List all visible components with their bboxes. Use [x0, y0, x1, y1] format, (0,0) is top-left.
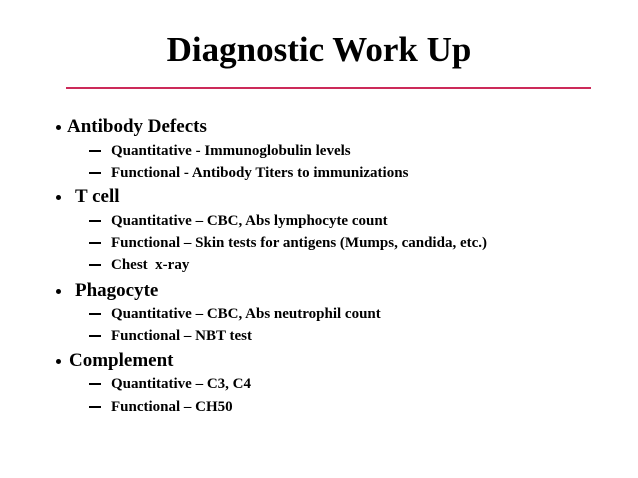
list-item	[89, 397, 233, 417]
section-antibody-defects	[56, 115, 207, 139]
list-item	[89, 326, 252, 346]
bullet-dot-icon	[56, 359, 61, 364]
list-item	[89, 233, 487, 253]
dash-icon	[89, 406, 101, 408]
section-t-cell	[56, 185, 120, 209]
section-heading: Antibody Defects	[67, 116, 207, 137]
bullet-dot-icon	[56, 289, 61, 294]
list-item	[89, 211, 388, 231]
dash-icon	[89, 313, 101, 315]
section-phagocyte	[56, 279, 158, 303]
list-item-text: Quantitative – CBC, Abs lymphocyte count	[111, 212, 388, 229]
bullet-dot-icon	[56, 125, 61, 130]
list-item	[89, 304, 381, 324]
dash-icon	[89, 242, 101, 244]
section-heading: Phagocyte	[75, 280, 159, 301]
dash-icon	[89, 150, 101, 152]
dash-icon	[89, 264, 101, 266]
list-item-text: Quantitative - Immunoglobulin levels	[111, 142, 351, 159]
dash-icon	[89, 335, 101, 337]
dash-icon	[89, 220, 101, 222]
list-item	[89, 141, 351, 161]
list-item-text: Functional - Antibody Titers to immunizations	[111, 164, 409, 181]
bullet-dot-icon	[56, 195, 61, 200]
list-item-text: Quantitative – C3, C4	[111, 375, 251, 392]
list-item	[89, 374, 251, 394]
section-heading: Complement	[69, 350, 174, 371]
section-complement	[56, 349, 173, 373]
slide-title: Diagnostic Work Up	[166, 30, 472, 69]
dash-icon	[89, 172, 101, 174]
list-item-text: Functional – NBT test	[111, 327, 252, 344]
list-item-text: Quantitative – CBC, Abs neutrophil count	[111, 305, 381, 322]
list-item	[89, 163, 408, 183]
section-heading: T cell	[75, 186, 120, 207]
dash-icon	[89, 383, 101, 385]
list-item-text: Functional – Skin tests for antigens (Mumps, candida, etc.)	[111, 234, 487, 251]
list-item-text: Chest x-ray	[111, 256, 190, 273]
list-item-text: Functional – CH50	[111, 398, 233, 415]
list-item	[89, 255, 189, 275]
